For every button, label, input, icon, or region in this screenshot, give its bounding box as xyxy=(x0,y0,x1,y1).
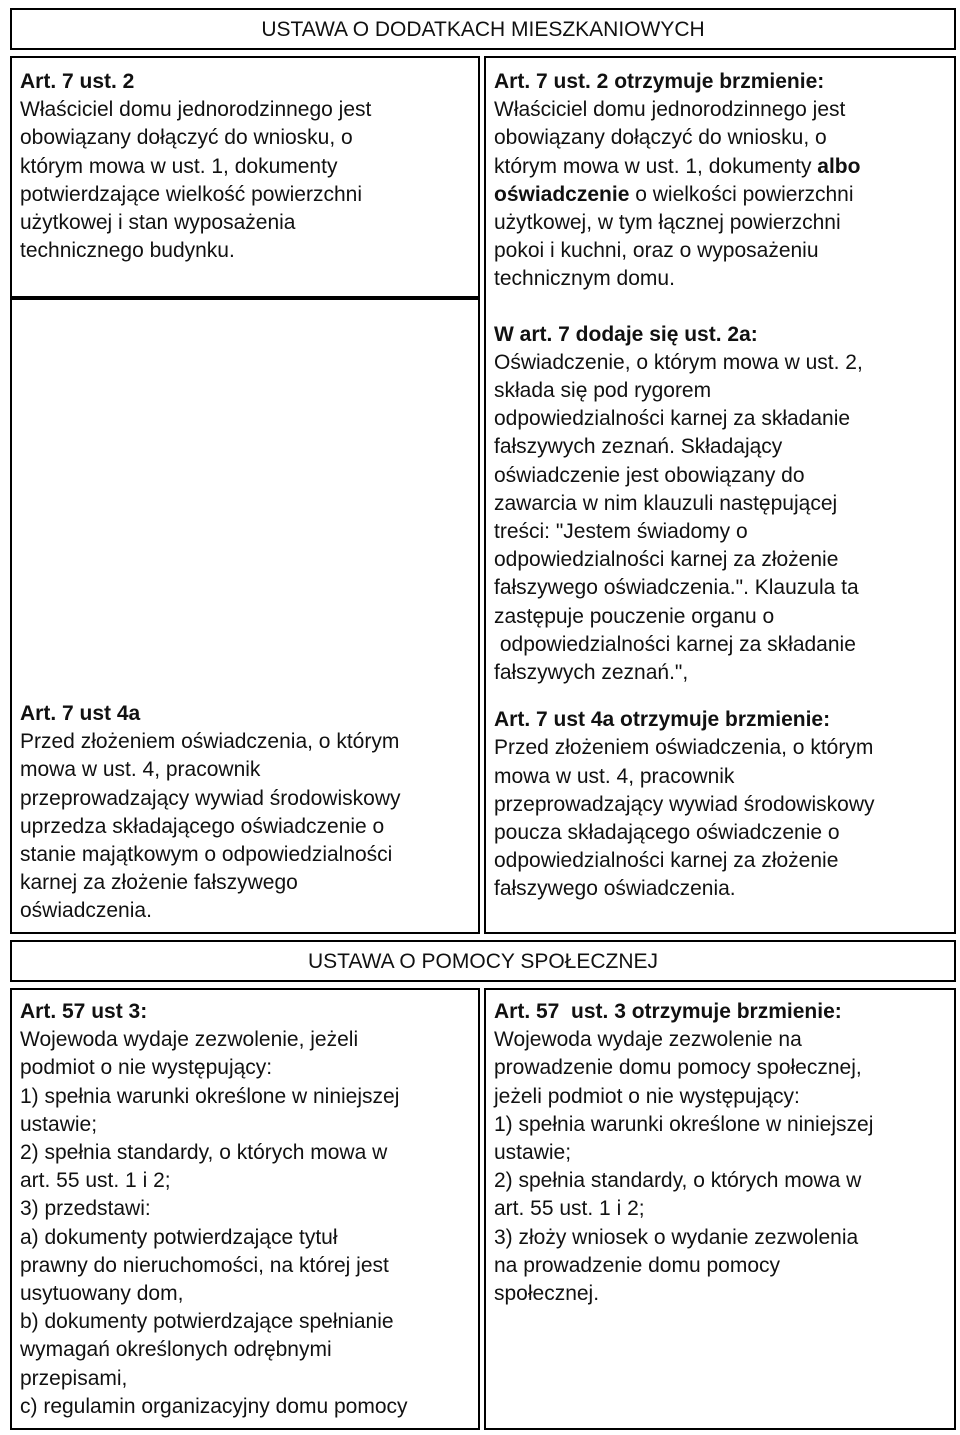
emphasis-text: oświadczenie xyxy=(494,182,630,206)
text-line: 1) spełnia warunki określone w niniejszej xyxy=(20,1084,400,1108)
text-line: którym mowa w ust. 1, dokumenty xyxy=(20,154,338,178)
article-heading: Art. 7 ust. 2 xyxy=(20,70,135,93)
text-line: a) dokumenty potwierdzające tytuł xyxy=(20,1225,338,1249)
text-line: odpowiedzialności karnej za złożenie xyxy=(494,849,839,873)
text-line: mowa w ust. 4, pracownik xyxy=(494,764,735,788)
text-line: obowiązany dołączyć do wniosku, o xyxy=(494,126,827,150)
text-line: treści: "Jestem świadomy o xyxy=(494,520,748,544)
text-line: ustawie; xyxy=(20,1112,98,1136)
text-line: Właściciel domu jednorodzinnego jest xyxy=(494,98,846,122)
text-line: Przed złożeniem oświadczenia, o którym xyxy=(494,736,874,760)
text-line: oświadczenie jest obowiązany do xyxy=(494,463,805,487)
text-line: usytuowany dom, xyxy=(20,1282,184,1306)
text-line: odpowiedzialności karnej za składanie xyxy=(494,632,856,656)
text-fragment: którym mowa w ust. 1, dokumenty xyxy=(494,154,818,178)
text-line: oświadczenia. xyxy=(20,899,152,923)
text-line: składa się pod rygorem xyxy=(494,379,712,403)
text-line: Wojewoda wydaje zezwolenie, jeżeli xyxy=(20,1028,359,1052)
text-line: 2) spełnia standardy, o których mowa w xyxy=(20,1141,388,1165)
text-line: karnej za złożenie fałszywego xyxy=(20,871,298,895)
text-line: uprzedza składającego oświadczenie o xyxy=(20,814,385,838)
text-line: stanie majątkowym o odpowiedzialności xyxy=(20,843,393,867)
cell-amended-art7 xyxy=(484,56,956,934)
text-line: 1) spełnia warunki określone w niniejszej xyxy=(494,1112,874,1136)
emphasis-text: albo xyxy=(817,154,861,178)
text-line: pokoi i kuchni, oraz o wyposażeniu xyxy=(494,239,819,263)
text-line xyxy=(494,181,946,209)
text-line: art. 55 ust. 1 i 2; xyxy=(20,1169,171,1193)
text-fragment: o wielkości powierzchni xyxy=(629,182,854,206)
text-line: zawarcia w nim klauzuli następującej xyxy=(494,491,838,515)
text-line: art. 55 ust. 1 i 2; xyxy=(494,1197,645,1221)
cell-current-art7-ust2 xyxy=(10,56,480,298)
text-line: poucza składającego oświadczenie o xyxy=(494,821,840,845)
article-heading: Art. 7 ust 4a otrzymuje brzmienie: xyxy=(494,708,831,732)
text-line: 2) spełnia standardy, o których mowa w xyxy=(494,1169,862,1193)
text-line: 3) przedstawi: xyxy=(20,1197,151,1221)
text-line: społecznej. xyxy=(494,1282,600,1306)
cell-current-art57-ust3 xyxy=(10,988,480,1430)
article-heading: Art. 7 ust. 2 otrzymuje brzmienie: xyxy=(494,70,825,93)
text-line: prawny do nieruchomości, na której jest xyxy=(20,1253,389,1277)
text-line: podmiot o nie występujący: xyxy=(20,1056,273,1080)
section-header-pomoc-spoleczna xyxy=(10,940,956,982)
text-line: b) dokumenty potwierdzające spełnianie xyxy=(20,1310,394,1334)
text-line: fałszywych zeznań.", xyxy=(494,661,689,685)
section-title: USTAWA O DODATKACH MIESZKANIOWYCH xyxy=(261,18,705,41)
text-line: zastępuje pouczenie organu o xyxy=(494,604,775,628)
article-heading: Art. 57 ust. 3 otrzymuje brzmienie: xyxy=(494,1000,842,1023)
text-line: fałszywych zeznań. Składający xyxy=(494,435,783,459)
text-line: technicznym domu. xyxy=(494,267,675,291)
section-title: USTAWA O POMOCY SPOŁECZNEJ xyxy=(307,950,659,973)
text-line: fałszywego oświadczenia.". Klauzula ta xyxy=(494,576,859,600)
text-line: na prowadzenie domu pomocy xyxy=(494,1253,781,1277)
text-line: przeprowadzający wywiad środowiskowy xyxy=(494,792,875,816)
text-line: przepisami, xyxy=(20,1366,128,1390)
text-line xyxy=(494,153,946,181)
article-heading: Art. 7 ust 4a xyxy=(20,702,141,725)
text-line: wymagań określonych odrębnymi xyxy=(20,1338,332,1362)
text-line: prowadzenie domu pomocy społecznej, xyxy=(494,1056,862,1080)
text-line: Wojewoda wydaje zezwolenie na xyxy=(494,1028,802,1052)
text-line: c) regulamin organizacyjny domu pomocy xyxy=(20,1394,408,1418)
text-line: jeżeli podmiot o nie występujący: xyxy=(494,1084,800,1108)
article-heading: W art. 7 dodaje się ust. 2a: xyxy=(494,322,758,346)
text-line: Przed złożeniem oświadczenia, o którym xyxy=(20,730,400,754)
text-line: Właściciel domu jednorodzinnego jest xyxy=(20,98,372,122)
text-line: obowiązany dołączyć do wniosku, o xyxy=(20,126,353,150)
cell-amended-art57-ust3 xyxy=(484,988,956,1430)
text-line: mowa w ust. 4, pracownik xyxy=(20,758,261,782)
article-heading: Art. 57 ust 3: xyxy=(20,1000,148,1023)
text-line: użytkowej i stan wyposażenia xyxy=(20,211,296,235)
cell-current-art7-ust4a xyxy=(10,298,480,934)
text-line: użytkowej, w tym łącznej powierzchni xyxy=(494,211,841,235)
section-header-dodatki xyxy=(10,8,956,50)
text-line: technicznego budynku. xyxy=(20,239,235,263)
text-line: Oświadczenie, o którym mowa w ust. 2, xyxy=(494,350,863,374)
text-line: potwierdzające wielkość powierzchni xyxy=(20,182,362,206)
text-line: przeprowadzający wywiad środowiskowy xyxy=(20,786,401,810)
text-line: ustawie; xyxy=(494,1141,572,1165)
text-line: odpowiedzialności karnej za złożenie xyxy=(494,548,839,572)
text-line: odpowiedzialności karnej za składanie xyxy=(494,407,851,431)
text-line: fałszywego oświadczenia. xyxy=(494,877,736,901)
text-line: 3) złoży wniosek o wydanie zezwolenia xyxy=(494,1225,859,1249)
